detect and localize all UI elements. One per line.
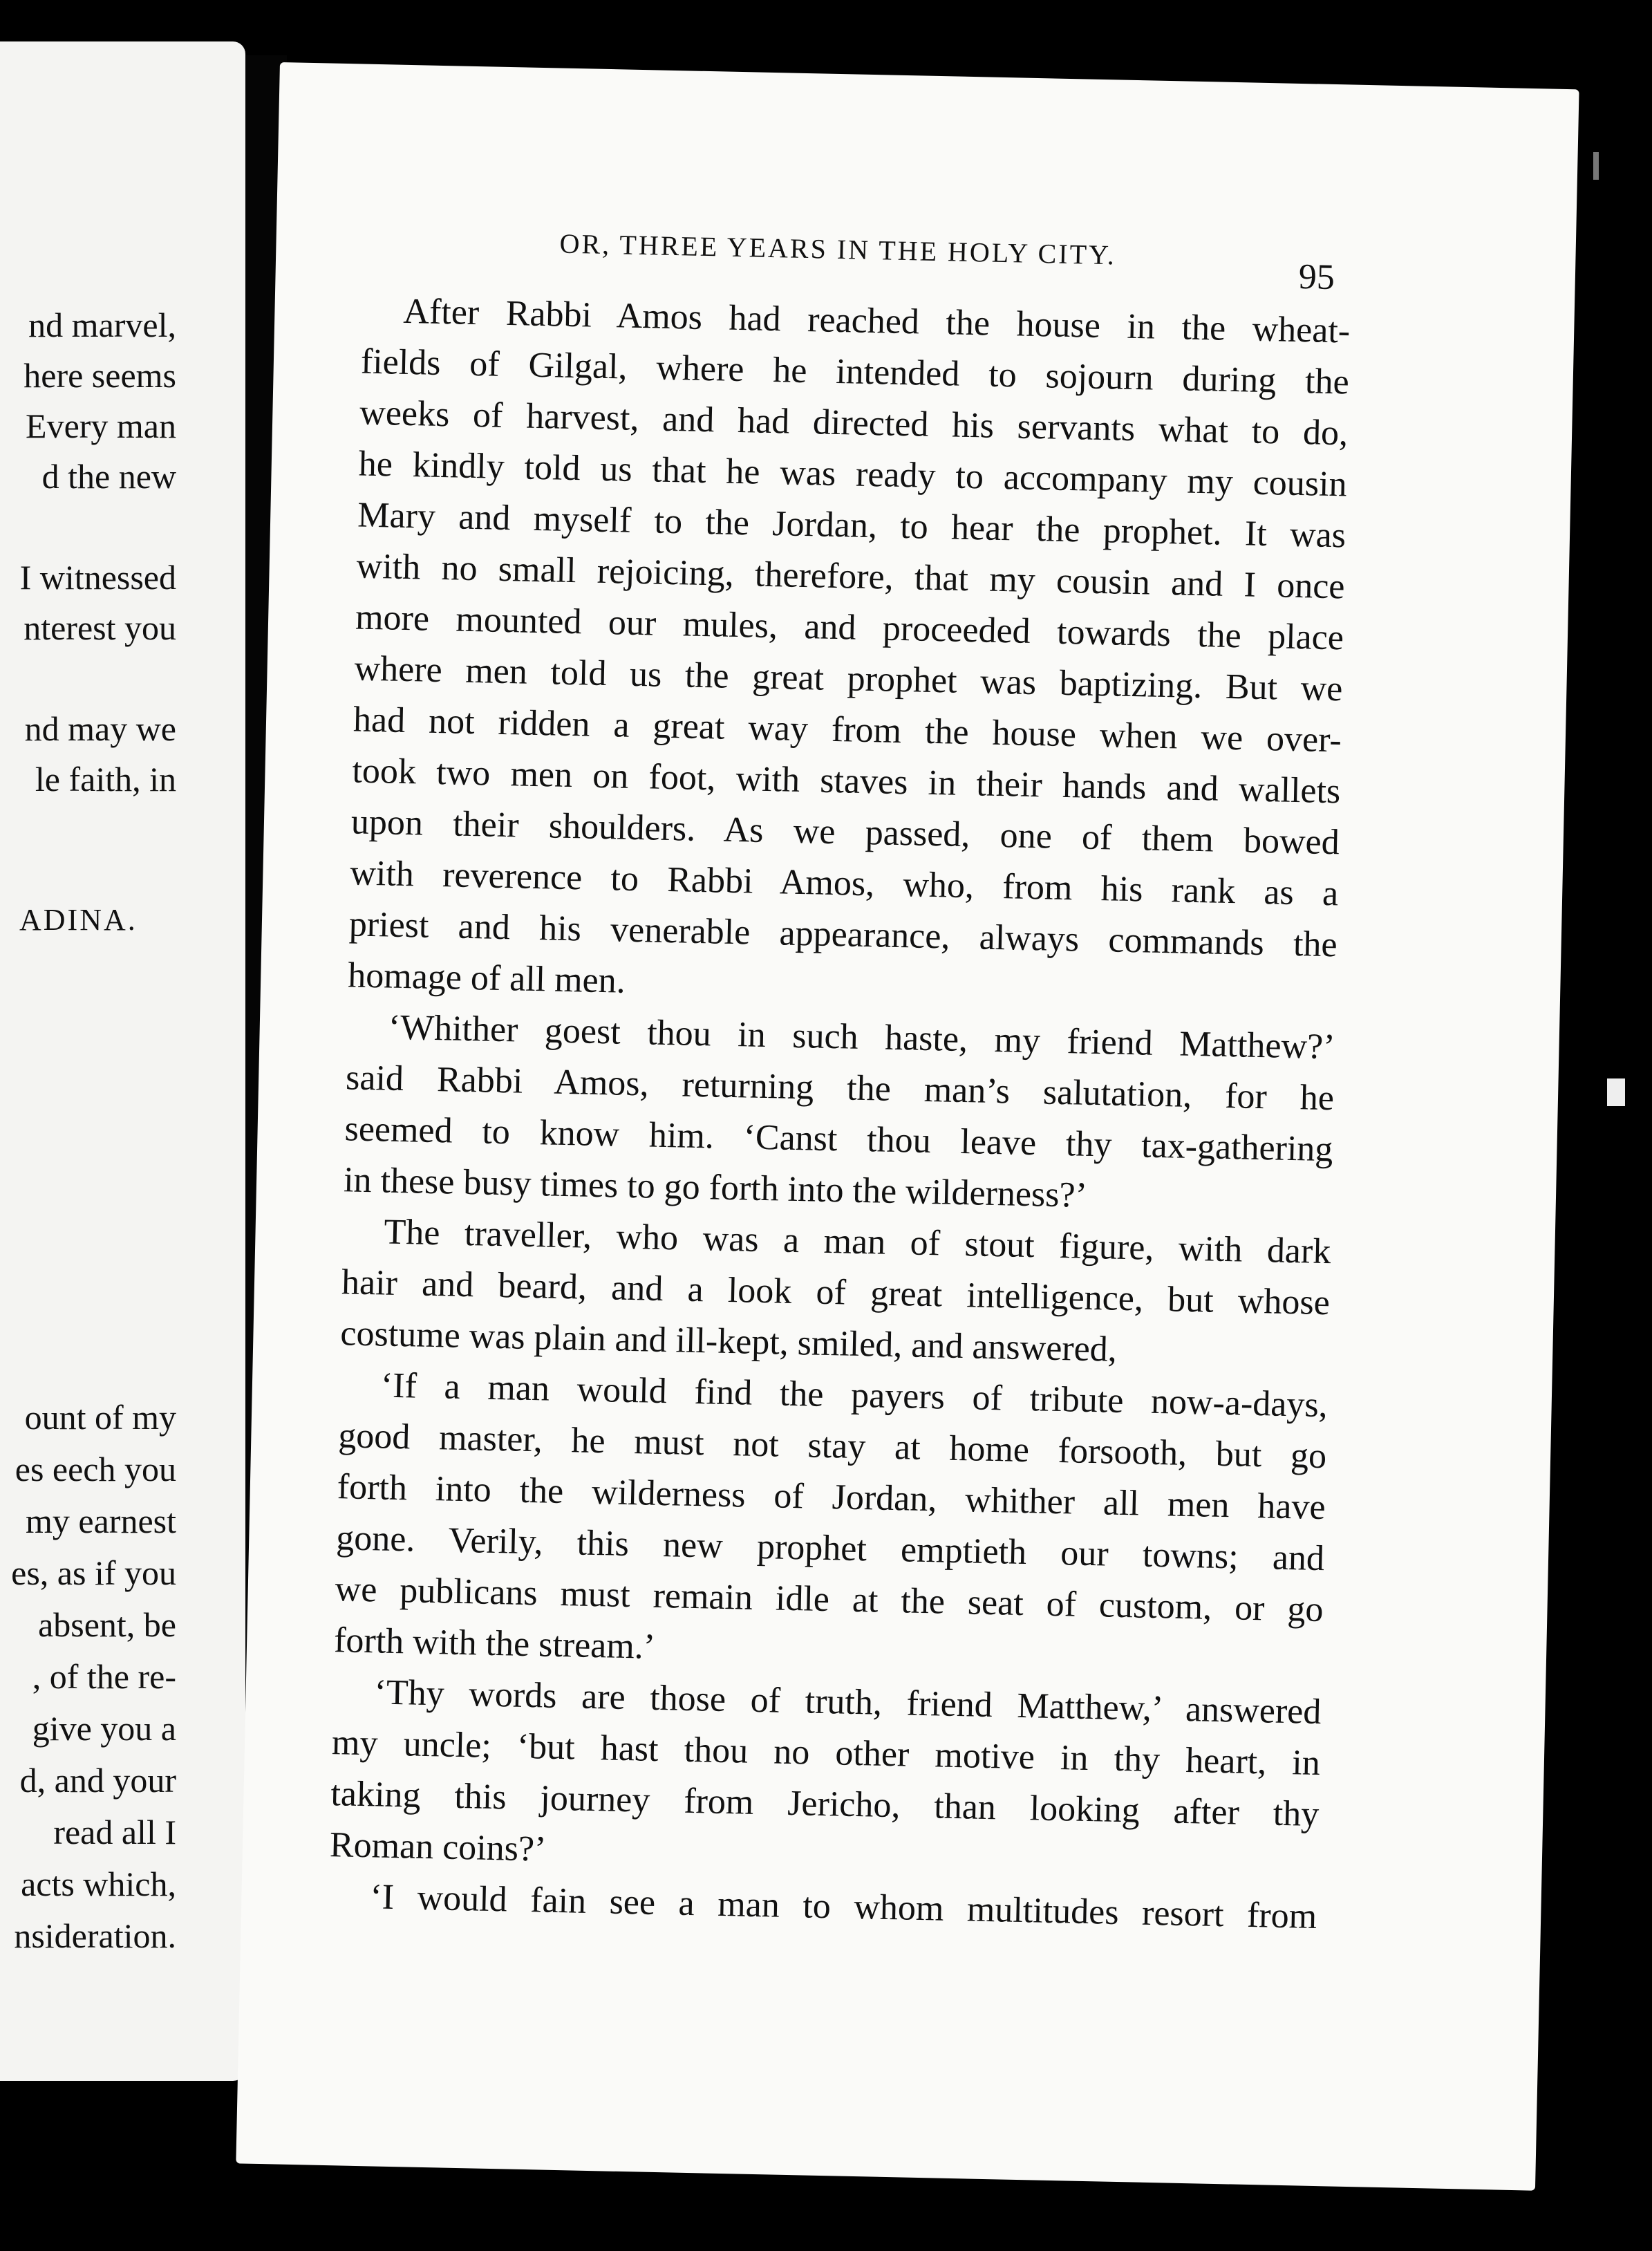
left-text-line: nd marvel, [28, 306, 176, 344]
book-page [236, 62, 1579, 2191]
text-line: priest and his venerable appearance, always commands the [348, 904, 1338, 965]
left-text-line: absent, be [38, 1605, 176, 1644]
left-text-line: , of the re- [32, 1657, 176, 1696]
text-line: upon their shoulders. As we passed, one of them bowed [350, 802, 1340, 863]
left-facing-page [0, 41, 245, 2081]
left-text-line: ount of my [24, 1398, 176, 1437]
text-line: After Rabbi Amos had reached the house in the wheat- [402, 291, 1351, 351]
text-line: had not ridden a great way from the house when we over- [353, 700, 1342, 760]
text-line: ‘If a man would find the payers of tribute now-a-days, [380, 1365, 1329, 1426]
text-line: fields of Gilgal, where he intended to sojourn during the [360, 342, 1350, 402]
page-body-text [328, 286, 1351, 1943]
text-line: took two men on foot, with staves in their hands and wallets [351, 751, 1341, 812]
left-text-line: es, as if you [11, 1553, 176, 1592]
left-text-line: d the new [41, 457, 176, 496]
letter-signature: ADINA. [19, 903, 138, 937]
text-line: he kindly told us that he was ready to accompany my cousin [358, 444, 1348, 505]
left-text-line: es eech you [15, 1450, 176, 1488]
left-text-line: read all I [53, 1813, 176, 1851]
text-line: seemed to know him. ‘Canst thou leave thy tax-gathering [344, 1109, 1333, 1170]
left-text-line: nd may we [24, 709, 176, 748]
text-line: forth with the stream.’ [333, 1620, 656, 1667]
text-line: gone. Verily, this new prophet emptieth our towns; and [335, 1518, 1325, 1579]
text-line: forth into the wilderness of Jordan, whither all men have [337, 1467, 1326, 1528]
text-line: ‘I would fain see a man to whom multitudes resort from [369, 1877, 1317, 1936]
text-line: with reverence to Rabbi Amos, who, from his rank as a [349, 853, 1339, 914]
text-line: costume was plain and ill-kept, smiled, and answered, [339, 1314, 1118, 1370]
page-number: 95 [1298, 256, 1335, 298]
left-text-line: here seems [24, 356, 176, 395]
text-line: taking this journey from Jericho, than looking after thy [330, 1774, 1320, 1835]
text-line: ‘Thy words are those of truth, friend Matthew,’ answered [374, 1672, 1322, 1732]
text-line: we publicans must remain idle at the seat of custom, or go [335, 1569, 1324, 1630]
left-text-line: nsideration. [14, 1916, 176, 1955]
left-text-line: le faith, in [35, 760, 176, 798]
left-text-line: d, and your [19, 1761, 176, 1800]
left-text-line: I witnessed [19, 558, 176, 597]
scan-artifact-mark [1607, 1078, 1625, 1106]
text-line: said Rabbi Amos, returning the man’s salutation, for he [345, 1058, 1335, 1119]
text-line: good master, he must not stay at home forsooth, but go [337, 1416, 1327, 1477]
text-line: The traveller, who was a man of stout figure, with dark [384, 1212, 1331, 1272]
text-line: where men told us the great prophet was baptizing. But we [354, 648, 1343, 709]
text-line: with no small rejoicing, therefore, that my cousin and I once [356, 546, 1346, 607]
text-line: homage of all men. [347, 955, 626, 1001]
left-text-line: give you a [32, 1709, 176, 1748]
text-line: more mounted our mules, and proceeded towards the place [355, 597, 1344, 658]
running-head: OR, THREE YEARS IN THE HOLY CITY. [559, 227, 1117, 271]
text-line: Roman coins?’ [329, 1825, 547, 1869]
scan-border [1579, 69, 1652, 2251]
text-line: hair and beard, and a look of great intelligence, but whose [341, 1262, 1331, 1323]
scan-artifact-mark [1593, 152, 1599, 180]
text-line: ‘Whither goest thou in such haste, my friend Matthew?’ [388, 1007, 1336, 1067]
text-line: weeks of harvest, and had directed his servants what to do, [359, 393, 1349, 454]
left-text-line: my earnest [26, 1502, 176, 1540]
left-text-line: Every man [26, 407, 176, 445]
text-line: in these busy times to go forth into the wilderness?’ [343, 1160, 1088, 1215]
left-text-line: nterest you [24, 608, 176, 647]
text-line: my uncle; ‘but hast thou no other motive in thy heart, in [331, 1723, 1321, 1784]
text-line: Mary and myself to the Jordan, to hear the prophet. It was [357, 495, 1346, 556]
left-text-line: acts which, [21, 1865, 176, 1903]
